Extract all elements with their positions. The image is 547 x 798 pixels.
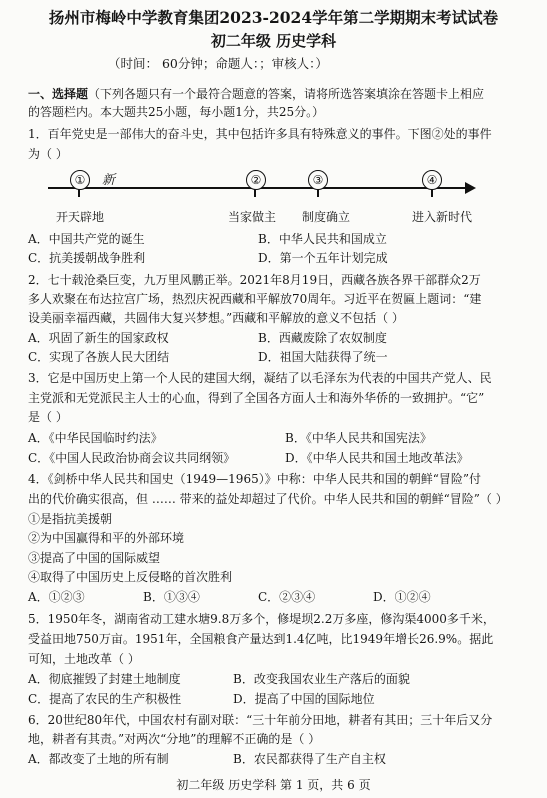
q5-option-b: B．改变我国农业生产落后的面貌 bbox=[233, 672, 410, 686]
q3-stem-3: 是（ ） bbox=[28, 410, 68, 424]
q3-option-a: A．《中华民国临时约法》 bbox=[28, 431, 163, 445]
q3-option-c: C．《中国人民政治协商会议共同纲领》 bbox=[28, 451, 236, 465]
q6-option-b: B．农民都获得了生产自主权 bbox=[233, 752, 386, 766]
q3-stem-2: 主党派和无党派民主人士的心血，得到了全国各方面人士和海外华侨的一致拥护。“它” bbox=[28, 391, 485, 405]
section-heading: 一、选择题 bbox=[28, 87, 89, 101]
timeline-label-4: 进入新时代 bbox=[412, 210, 473, 224]
q2-stem-1: 2．七十载沧桑巨变，九万里风鹏正举。2021年8月19日，西藏各族各界干部群众2万 bbox=[28, 273, 481, 287]
timeline-label-1: 开天辟地 bbox=[56, 210, 105, 224]
q5-stem-2: 受益田地750万亩。1951年，全国粮食产量达到1.4亿吨，比1949年增长26.9%。据此 bbox=[28, 632, 494, 646]
page-footer: 初二年级 历史学科 第 1 页，共 6 页 bbox=[176, 778, 371, 792]
q4-stem-2: 出的代价确实很高，但 …… 带来的益处却超过了代价。中华人民共和国的朝鲜“冒险”（ ） bbox=[28, 492, 508, 506]
section-heading-line bbox=[28, 87, 484, 102]
q5-stem-1: 5．1950年冬，湖南省动工建水塘9.8万多个，修堤坝2.2万多座，修沟渠4000多千米， bbox=[28, 612, 495, 626]
q6-stem-2: 地，耕者有其责。”对两次“分地”的理解不正确的是（ ） bbox=[28, 732, 321, 746]
q1-timeline bbox=[48, 168, 476, 208]
q2-stem-2: 多人欢聚在布达拉宫广场，热烈庆祝西藏和平解放70周年。习近平在贺匾上题词：“建 bbox=[28, 292, 482, 306]
q1-stem-2: 为（ ） bbox=[28, 147, 68, 161]
timeline-handwritten-mark: 新 bbox=[102, 173, 116, 188]
exam-title: 扬州市梅岭中学教育集团2023-2024学年第二学期期末考试试卷 bbox=[48, 8, 499, 27]
timeline-marker-1: ① bbox=[70, 170, 90, 190]
exam-subtitle: 初二年级 历史学科 bbox=[210, 32, 337, 50]
timeline-marker-3: ③ bbox=[308, 170, 328, 190]
q4-option-b: B．①③④ bbox=[143, 590, 200, 604]
q4-option-a: A．①②③ bbox=[28, 590, 85, 604]
q5-option-c: C．提高了农民的生产积极性 bbox=[28, 692, 182, 706]
q4-stem-1: 4．《剑桥中华人民共和国史（1949—1965）》中称：中华人民共和国的朝鲜“冒险”付 bbox=[28, 472, 481, 486]
q2-option-a: A．巩固了新生的国家政权 bbox=[28, 331, 169, 345]
section-instructions-1: （下列各题只有一个最符合题意的答案，请将所选答案填涂在答题卡上相应 bbox=[88, 87, 485, 101]
q4-option-c: C．②③④ bbox=[258, 590, 316, 604]
q6-stem-1: 6．20世纪80年代，中国农村有副对联：“三十年前分田地，耕者有其田；三十年后又分 bbox=[28, 713, 493, 727]
q1-stem-1: 1．百年党史是一部伟大的奋斗史，其中包括许多具有特殊意义的事件。下图②处的事件 bbox=[28, 127, 492, 141]
q1-option-c: C．抗美援朝战争胜利 bbox=[28, 251, 146, 265]
q3-option-d: D．《中华人民共和国土地改革法》 bbox=[285, 451, 469, 465]
q4-statement-4: ④取得了中国历史上反侵略的首次胜利 bbox=[28, 570, 233, 584]
q4-statement-2: ②为中国赢得和平的外部环境 bbox=[28, 531, 185, 545]
q4-statement-1: ①是指抗美援朝 bbox=[28, 512, 113, 526]
q2-option-c: C．实现了各族人民大团结 bbox=[28, 350, 170, 364]
exam-meta: （时间： 60分钟；命题人：；审核人：） bbox=[108, 56, 328, 71]
q3-stem-1: 3．它是中国历史上第一个人民的建国大纲，凝结了以毛泽东为代表的中国共产党人、民 bbox=[28, 371, 492, 385]
timeline-marker-2: ② bbox=[246, 170, 266, 190]
timeline-marker-4: ④ bbox=[422, 170, 442, 190]
q5-stem-3: 可知，土地改革（ ） bbox=[28, 652, 140, 666]
timeline-arrow-icon bbox=[465, 182, 476, 194]
q6-option-a: A．都改变了土地的所有制 bbox=[28, 752, 169, 766]
q5-option-d: D．提高了中国的国际地位 bbox=[233, 692, 375, 706]
timeline-label-3: 制度确立 bbox=[302, 210, 351, 224]
q4-statement-3: ③提高了中国的国际威望 bbox=[28, 551, 161, 565]
timeline-label-2: 当家做主 bbox=[228, 210, 277, 224]
q1-option-d: D．第一个五年计划完成 bbox=[258, 251, 388, 265]
q2-stem-3: 设美丽幸福西藏，共圆伟大复兴梦想。”西藏和平解放的意义不包括（ ） bbox=[28, 311, 404, 325]
q4-option-d: D．①②④ bbox=[373, 590, 431, 604]
q3-option-b: B．《中华人民共和国宪法》 bbox=[285, 431, 432, 445]
q2-option-d: D．祖国大陆获得了统一 bbox=[258, 350, 388, 364]
q2-option-b: B．西藏废除了农奴制度 bbox=[258, 331, 387, 345]
q1-option-b: B．中华人民共和国成立 bbox=[258, 232, 387, 246]
q5-option-a: A．彻底摧毁了封建土地制度 bbox=[28, 672, 181, 686]
q1-option-a: A．中国共产党的诞生 bbox=[28, 232, 145, 246]
section-instructions-2: 的答题栏内。本大题共25小题，每小题1分，共25分。） bbox=[28, 105, 325, 119]
